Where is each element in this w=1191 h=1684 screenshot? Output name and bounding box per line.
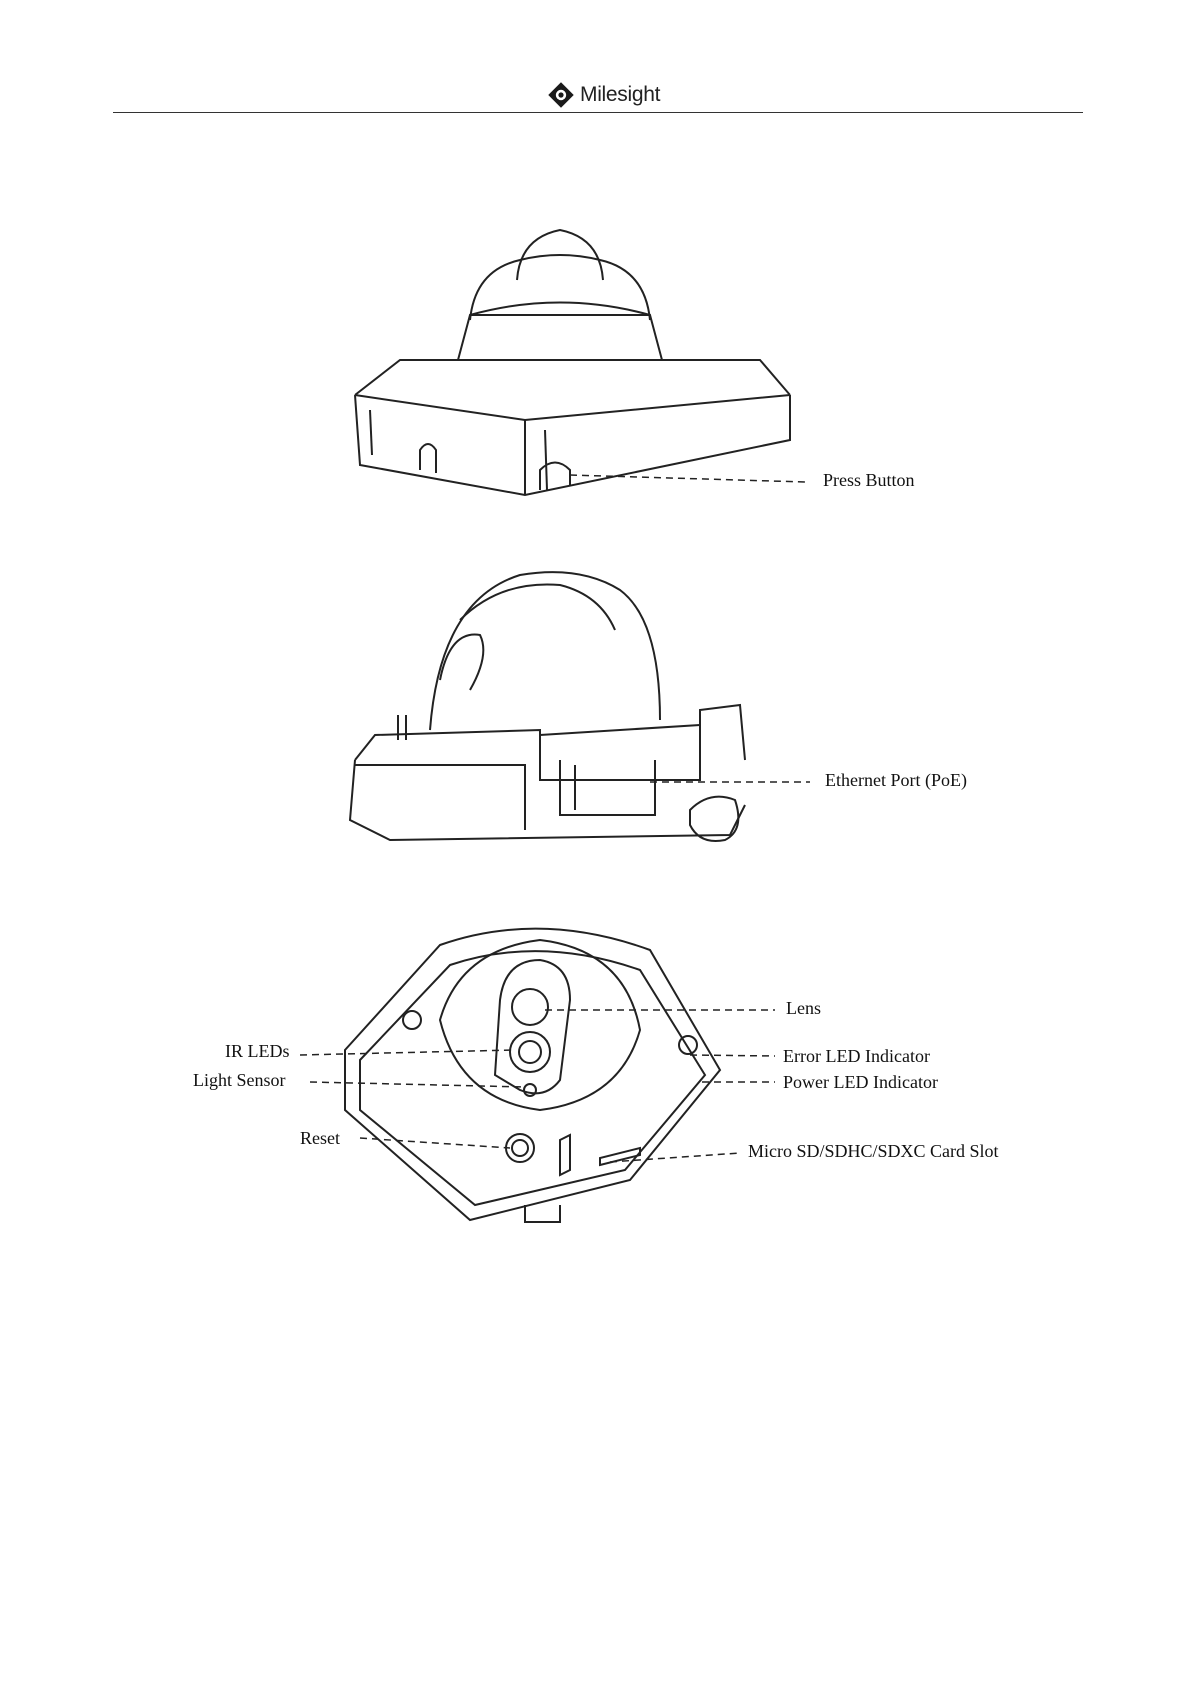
- header-divider: [113, 112, 1083, 113]
- camera-open-illustration: [0, 560, 1191, 860]
- callout-card-slot: Micro SD/SDHC/SDXC Card Slot: [748, 1141, 999, 1161]
- figure-camera-front: [0, 220, 1191, 510]
- callout-error-led: Error LED Indicator: [783, 1046, 930, 1066]
- milesight-logo-icon: [548, 82, 574, 108]
- callout-press-button: Press Button: [823, 470, 915, 490]
- callout-lens: Lens: [786, 998, 821, 1018]
- brand-logo: [548, 78, 660, 112]
- callout-reset: Reset: [300, 1128, 340, 1148]
- brand-name: Milesight: [580, 83, 661, 106]
- camera-front-illustration: [0, 220, 1191, 510]
- callout-light-sensor: Light Sensor: [193, 1070, 286, 1090]
- callout-ethernet-port: Ethernet Port (PoE): [825, 770, 967, 790]
- callout-power-led: Power LED Indicator: [783, 1072, 938, 1092]
- figure-camera-internals: [0, 910, 1191, 1230]
- page-header: [0, 0, 1191, 120]
- callout-ir-leds: IR LEDs: [225, 1041, 290, 1061]
- figure-camera-open: [0, 560, 1191, 860]
- camera-internals-illustration: [0, 910, 1191, 1230]
